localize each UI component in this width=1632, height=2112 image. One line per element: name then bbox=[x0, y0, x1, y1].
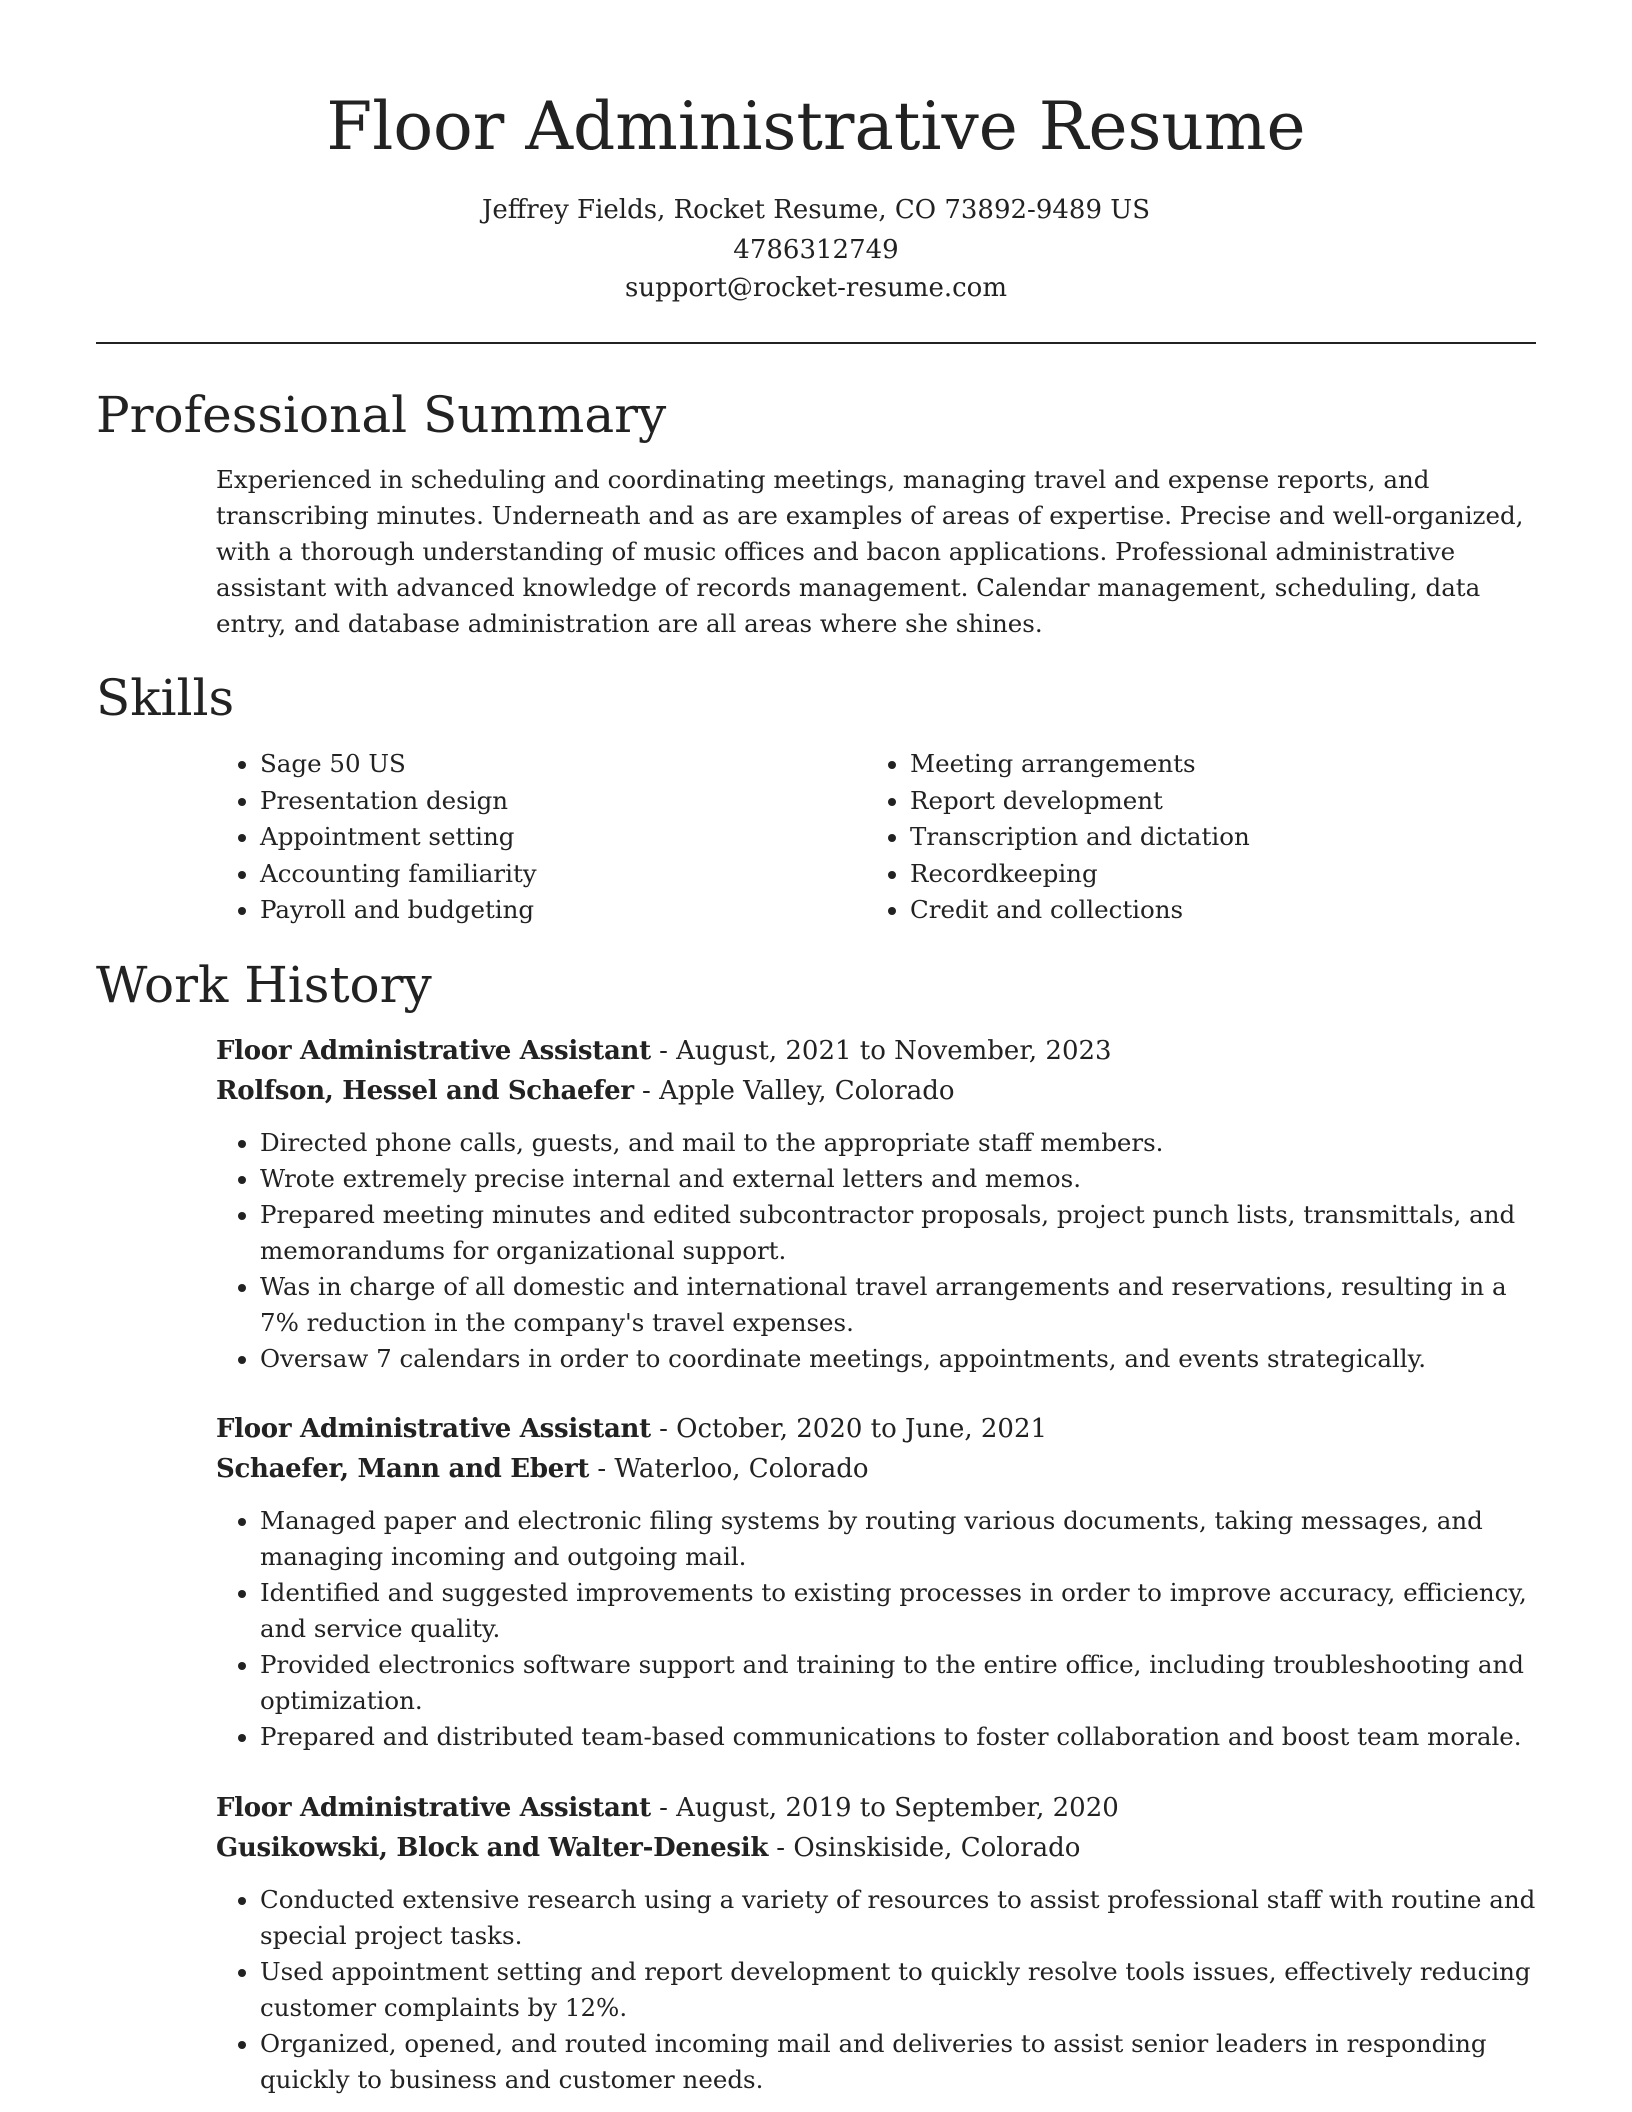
job-entry bbox=[216, 1031, 1546, 1377]
job-title: Floor Administrative Assistant bbox=[216, 1793, 651, 1823]
job-bullet: • Managed paper and electronic filing systems by routing various documents, taking messages, and managing incoming and outgoing mail. bbox=[260, 1503, 1546, 1575]
job-location: - Waterloo, Colorado bbox=[589, 1454, 869, 1484]
skill-item: • Recordkeeping bbox=[910, 856, 1250, 893]
job-title: Floor Administrative Assistant bbox=[216, 1414, 651, 1444]
job-bullet: • Conducted extensive research using a variety of resources to assist professional staff with routine and special project tasks. bbox=[260, 1882, 1546, 1954]
job-company-line bbox=[216, 1071, 1546, 1111]
job-dates: - August, 2019 to September, 2020 bbox=[650, 1793, 1119, 1823]
job-location: - Apple Valley, Colorado bbox=[633, 1076, 955, 1106]
job-bullet: • Used appointment setting and report development to quickly resolve tools issues, effectively reducing customer complaints by 12%. bbox=[260, 1954, 1546, 2026]
job-bullet-list bbox=[216, 1882, 1546, 2098]
skill-item: • Transcription and dictation bbox=[910, 819, 1250, 856]
job-bullet: • Prepared meeting minutes and edited subcontractor proposals, project punch lists, transmittals, and memorandums for organizational support. bbox=[260, 1197, 1546, 1269]
skill-item: • Sage 50 US bbox=[260, 746, 537, 783]
job-title: Floor Administrative Assistant bbox=[216, 1036, 651, 1066]
skill-item: • Accounting familiarity bbox=[260, 856, 537, 893]
job-title-line bbox=[216, 1788, 1546, 1828]
job-company: Schaefer, Mann and Ebert bbox=[216, 1454, 590, 1484]
job-title-line bbox=[216, 1409, 1546, 1449]
header-divider bbox=[96, 342, 1536, 344]
job-bullet: • Was in charge of all domestic and international travel arrangements and reservations, resulting in a 7% reduction in the company's travel expenses. bbox=[260, 1269, 1546, 1341]
skill-item: • Report development bbox=[910, 783, 1250, 820]
job-bullet: • Prepared and distributed team-based communications to foster collaboration and boost team morale. bbox=[260, 1719, 1546, 1755]
skills-list-right bbox=[866, 746, 1250, 929]
section-heading-summary: Professional Summary bbox=[96, 386, 667, 444]
job-company-line bbox=[216, 1449, 1546, 1489]
job-dates: - October, 2020 to June, 2021 bbox=[650, 1414, 1048, 1444]
summary-text: Experienced in scheduling and coordinating meetings, managing travel and expense reports, and transcribing minutes. Underneath and as are examples of areas of expertise. Precise and well-organized, with a thorough understanding of music offices and bacon applications. Professional administrative assistant with advanced knowledge of records management. Calendar management, scheduling, data entry, and database administration are all areas where she shines. bbox=[216, 465, 1524, 638]
job-company-line bbox=[216, 1828, 1546, 1868]
job-company: Rolfson, Hessel and Schaefer bbox=[216, 1076, 634, 1106]
job-bullet-list bbox=[216, 1503, 1546, 1755]
contact-email: support@rocket-resume.com bbox=[624, 273, 1007, 303]
job-bullet: • Identified and suggested improvements to existing processes in order to improve accuracy, efficiency, and service quality. bbox=[260, 1575, 1546, 1647]
contact-address: Jeffrey Fields, Rocket Resume, CO 73892-9489 US bbox=[481, 195, 1150, 225]
job-title-line bbox=[216, 1031, 1546, 1071]
job-entry bbox=[216, 1409, 1546, 1755]
skills-list-left bbox=[216, 746, 537, 929]
job-dates: - August, 2021 to November, 2023 bbox=[650, 1036, 1112, 1066]
job-bullet: • Provided electronics software support and training to the entire office, including troubleshooting and optimization. bbox=[260, 1647, 1546, 1719]
job-bullet: • Wrote extremely precise internal and external letters and memos. bbox=[260, 1161, 1546, 1197]
job-bullet-list bbox=[216, 1125, 1546, 1377]
skill-item: • Payroll and budgeting bbox=[260, 892, 537, 929]
skill-item: • Appointment setting bbox=[260, 819, 537, 856]
job-company: Gusikowski, Block and Walter-Denesik bbox=[216, 1833, 769, 1863]
job-bullet: • Oversaw 7 calendars in order to coordinate meetings, appointments, and events strategically. bbox=[260, 1341, 1546, 1377]
skill-item: • Presentation design bbox=[260, 783, 537, 820]
job-bullet: • Directed phone calls, guests, and mail to the appropriate staff members. bbox=[260, 1125, 1546, 1161]
skill-item: • Meeting arrangements bbox=[910, 746, 1250, 783]
resume-title: Floor Administrative Resume bbox=[326, 88, 1306, 165]
job-location: - Osinskiside, Colorado bbox=[768, 1833, 1081, 1863]
section-heading-skills: Skills bbox=[96, 669, 235, 727]
contact-phone: 4786312749 bbox=[733, 235, 899, 265]
section-heading-work-history: Work History bbox=[96, 956, 432, 1014]
job-entry bbox=[216, 1788, 1546, 2098]
skill-item: • Credit and collections bbox=[910, 892, 1250, 929]
job-bullet: • Organized, opened, and routed incoming mail and deliveries to assist senior leaders in responding quickly to business and customer needs. bbox=[260, 2026, 1546, 2098]
